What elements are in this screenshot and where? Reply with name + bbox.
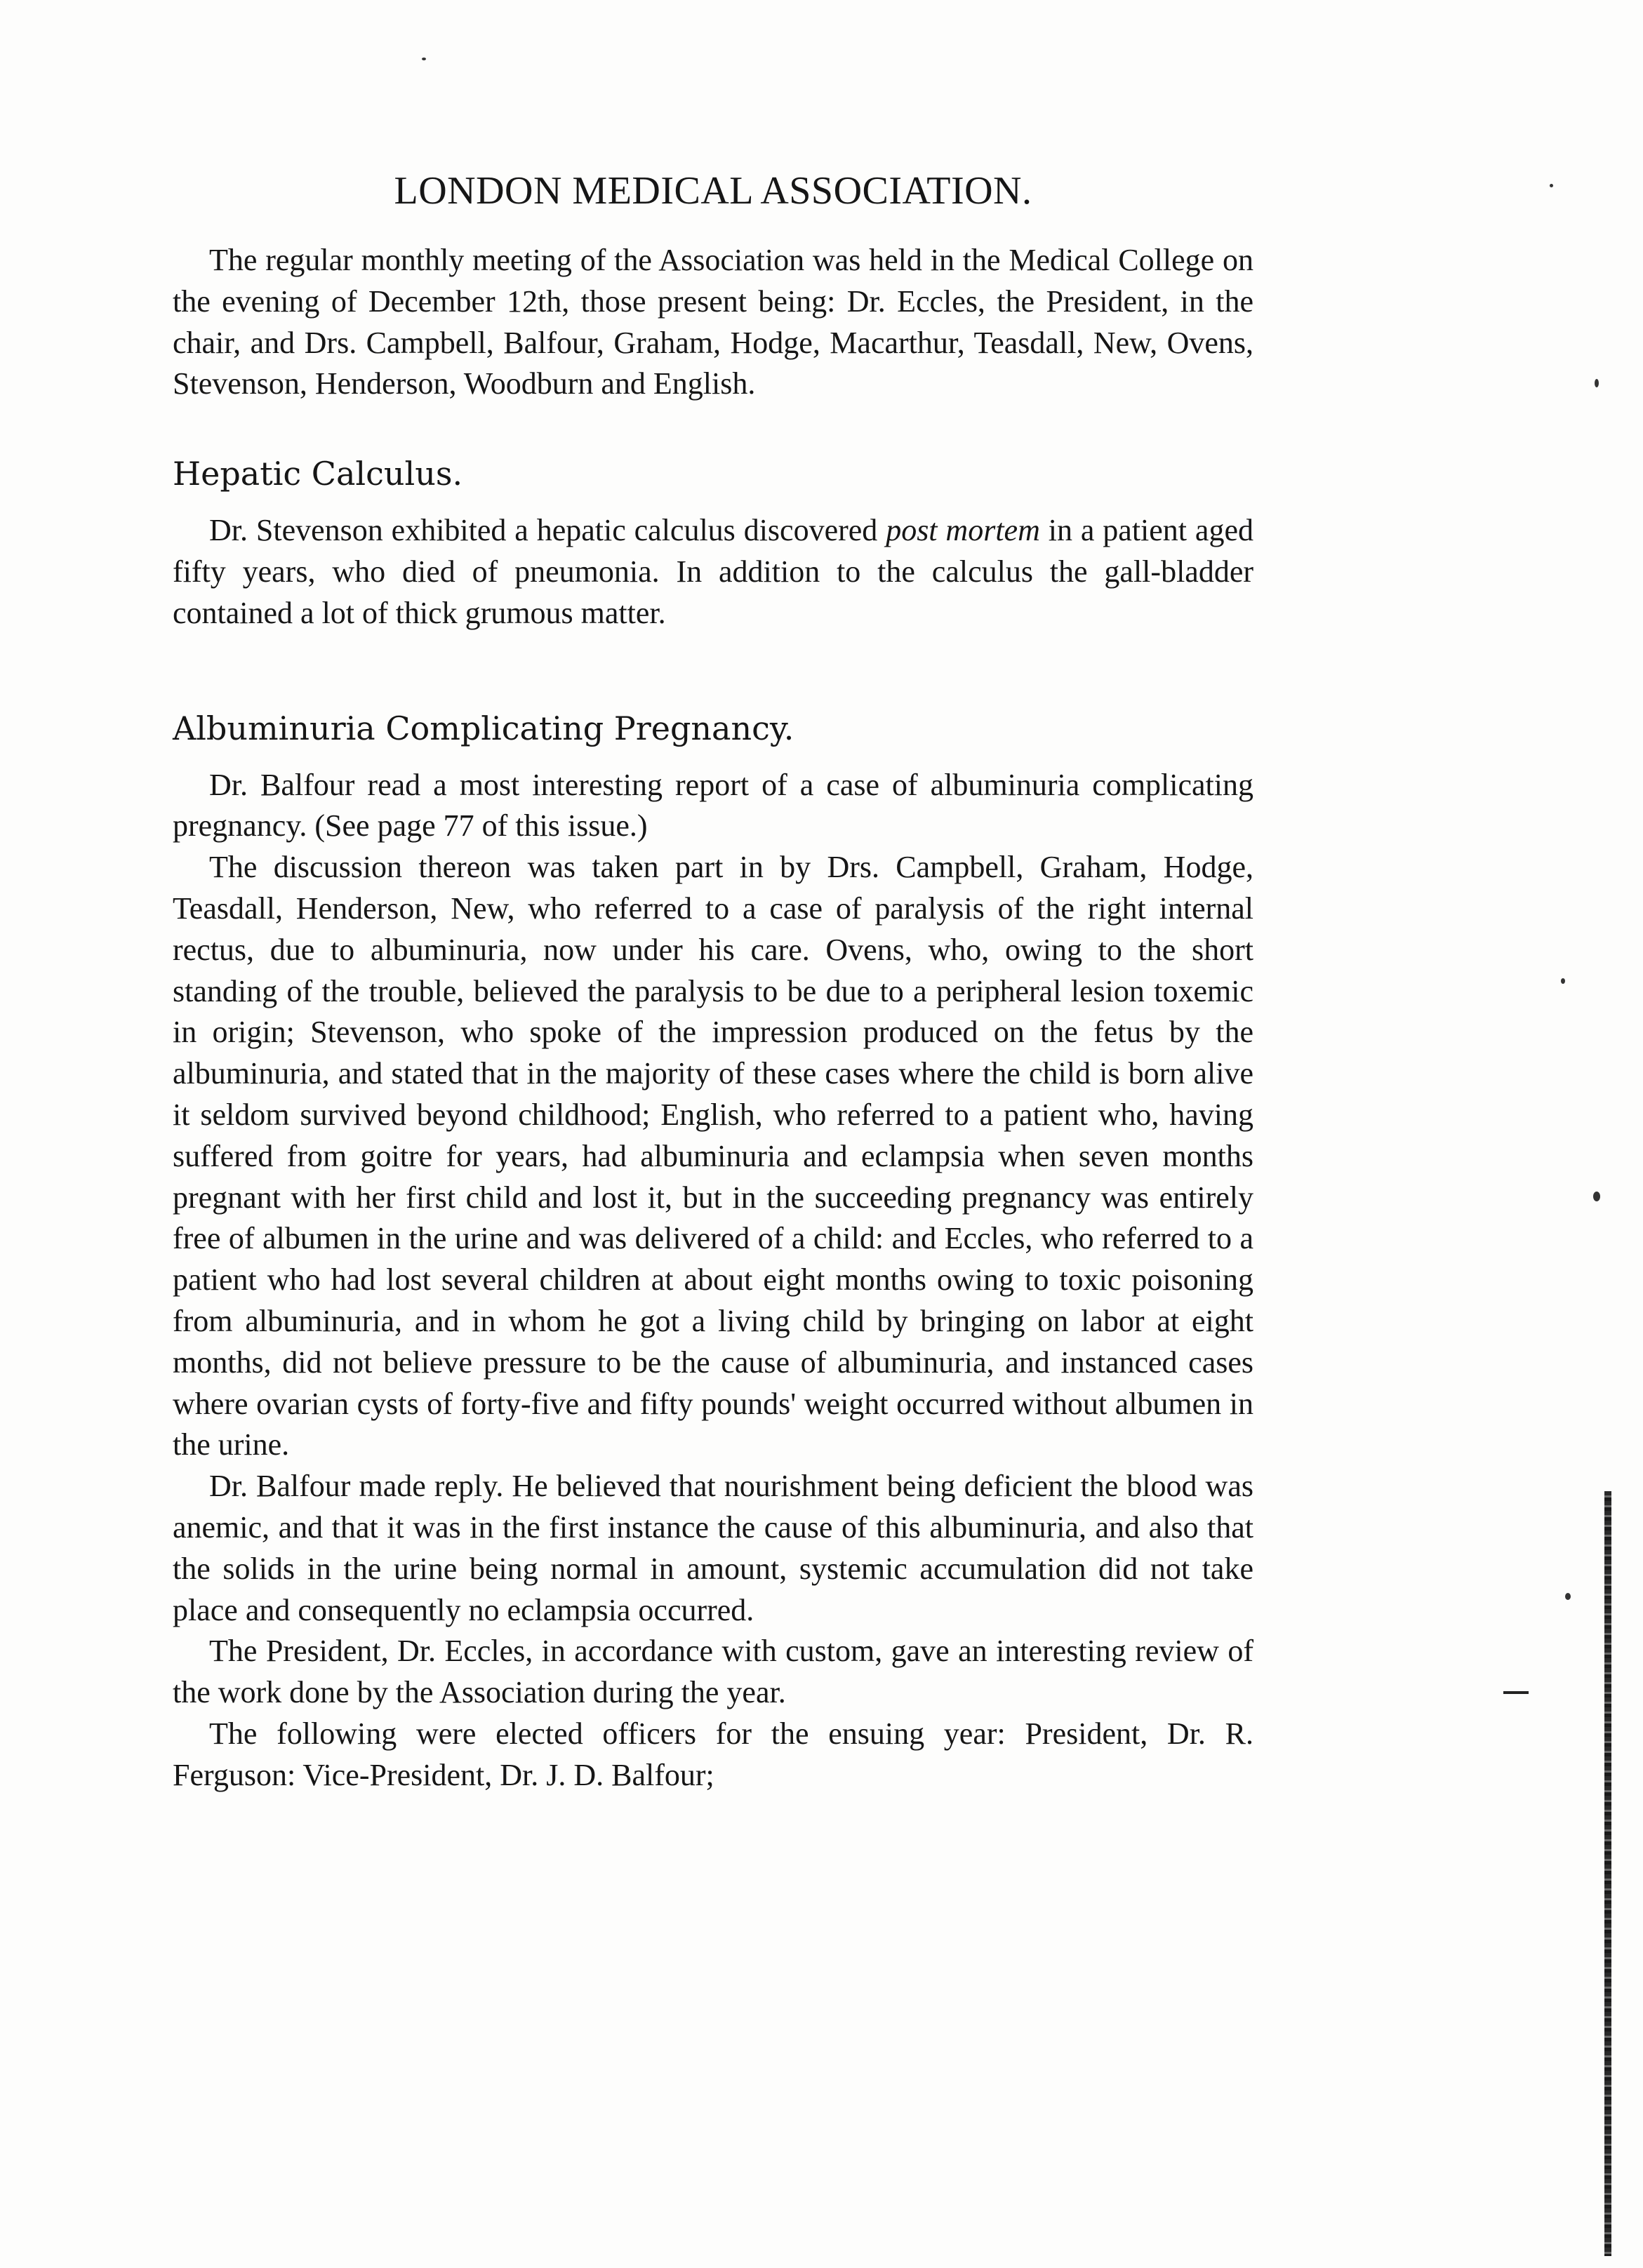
albuminuria-paragraph-1: Dr. Balfour read a most interesting report of a case of albuminuria complicating pregnancy. (See page 77 of this issue.) xyxy=(173,767,1253,843)
albuminuria-paragraph-5: The following were elected officers for the ensuing year: President, Dr. R. Ferguson: Vice-President, Dr. J. D. Balfour; xyxy=(173,1716,1253,1792)
albuminuria-paragraph-3: Dr. Balfour made reply. He believed that nourishment being deficient the blood was anemic, and that it was in the first instance the cause of this albuminuria, and also that the solids in the urine being normal in amount, systemic accumulation did not take place and consequently no eclampsia occurred. xyxy=(173,1469,1253,1627)
document-page xyxy=(173,167,1253,1796)
scan-speck xyxy=(1595,379,1599,387)
scan-speck xyxy=(1565,1593,1571,1600)
scan-speck xyxy=(1593,1192,1600,1201)
albuminuria-paragraph-4: The President, Dr. Eccles, in accordance with custom, gave an interesting review of the work done by the Association during the year. xyxy=(173,1634,1253,1710)
section-heading-hepatic-calculus: Hepatic Calculus. xyxy=(173,455,463,493)
italic-term: post mortem xyxy=(886,513,1040,548)
scan-speck xyxy=(422,58,426,60)
section-heading-albuminuria: Albuminuria Complicating Pregnancy. xyxy=(173,709,794,747)
scan-mark xyxy=(1503,1691,1529,1694)
scan-speck xyxy=(1561,978,1565,984)
intro-paragraph: The regular monthly meeting of the Association was held in the Medical College on the evening of December 12th, those present being: Dr. Eccles, the President, in the chair, and Drs. Campbell, Balfour, Graham, Hodge, Macarthur, Teasdall, New, Ovens, Stevenson, Henderson, Woodburn and English. xyxy=(173,243,1253,401)
scan-speck xyxy=(1550,184,1553,187)
hepatic-calculus-paragraph xyxy=(173,510,1253,634)
document-title: LONDON MEDICAL ASSOCIATION. xyxy=(394,169,1032,213)
text-run: Dr. Stevenson exhibited a hepatic calculus discovered xyxy=(209,513,886,548)
text-run: in a patient aged fifty years, who died of pneumonia. In addition to the calculus the gall-bladder contained a lot of thick grumous matter. xyxy=(173,513,1253,630)
albuminuria-paragraph-2: The discussion thereon was taken part in by Drs. Campbell, Graham, Hodge, Teasdall, Henderson, New, who referred to a case of paralysis of the right internal rectus, due to albuminuria, now under his care. Ovens, who, owing to the short standing of the trouble, believed the paralysis to be due to a peripheral lesion toxemic in origin; Stevenson, who spoke of the impression produced on the fetus by the albuminuria, and stated that in the majority of these cases where the child is born alive it seldom survived beyond childhood; English, who referred to a patient who, having suffered from goitre for years, had albuminuria and eclampsia when seven months pregnant with her first child and lost it, but in the succeeding pregnancy was entirely free of albumen in the urine and was delivered of a child: and Eccles, who referred to a patient who had lost several children at about eight months owing to toxic poisoning from albuminuria, and in whom he got a living child by bringing on labor at eight months, did not believe pressure to be the cause of albuminuria, and instanced cases where ovarian cysts of forty-five and fifty pounds' weight occurred without albumen in the urine. xyxy=(173,850,1253,1462)
scan-edge-artifact xyxy=(1604,1491,1611,2256)
